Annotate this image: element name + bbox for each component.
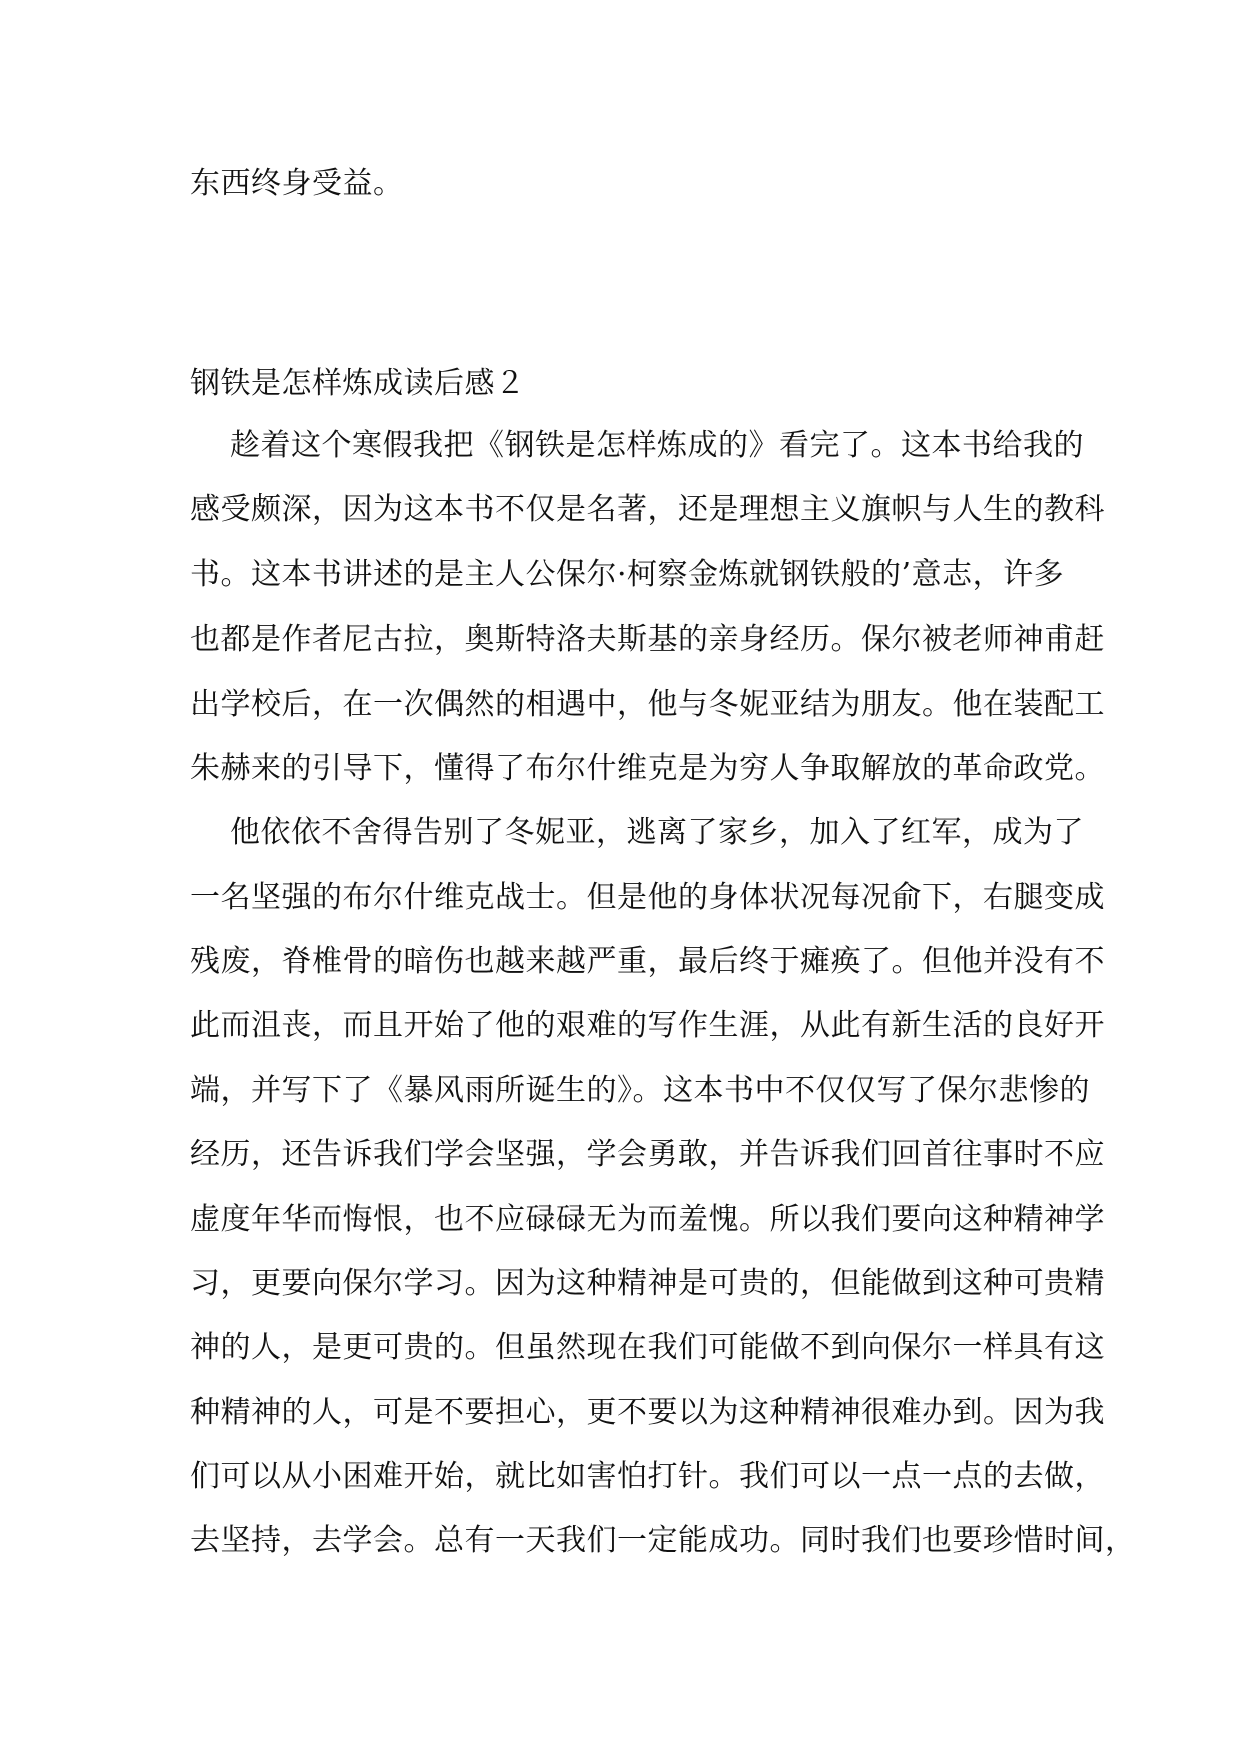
paragraph-line: 去坚持，去学会。总有一天我们一定能成功。同时我们也要珍惜时间， [190,1523,1136,1558]
paragraph-line: 种精神的人，可是不要担心，更不要以为这种精神很难办到。因为我 [190,1395,1105,1430]
paragraph-line: 趁着这个寒假我把《钢铁是怎样炼成的》看完了。这本书给我的 [230,428,1084,463]
section-title: 钢铁是怎样炼成读后感２ [190,366,526,401]
previous-section-tail: 东西终身受益。 [190,166,404,201]
paragraph-line: 书。这本书讲述的是主人公保尔·柯察金炼就钢铁般的’意志，许多 [190,557,1065,592]
paragraph-line: 他依依不舍得告别了冬妮亚，逃离了家乡，加入了红军，成为了 [230,815,1084,850]
paragraph-line: 此而沮丧，而且开始了他的艰难的写作生涯，从此有新生活的良好开 [190,1008,1105,1043]
paragraph-line: 神的人，是更可贵的。但虽然现在我们可能做不到向保尔一样具有这 [190,1330,1105,1365]
paragraph-line: 端，并写下了《暴风雨所诞生的》。这本书中不仅仅写了保尔悲惨的 [190,1073,1090,1108]
paragraph-line: 们可以从小困难开始，就比如害怕打针。我们可以一点一点的去做， [190,1459,1105,1494]
paragraph-line: 残废，脊椎骨的暗伤也越来越严重，最后终于瘫痪了。但他并没有不 [190,944,1105,979]
paragraph-line: 虚度年华而悔恨，也不应碌碌无为而羞愧。所以我们要向这种精神学 [190,1202,1105,1237]
paragraph-line: 出学校后，在一次偶然的相遇中，他与冬妮亚结为朋友。他在装配工 [190,687,1105,722]
paragraph-line: 经历，还告诉我们学会坚强，学会勇敢，并告诉我们回首往事时不应 [190,1137,1105,1172]
paragraph-line: 也都是作者尼古拉，奥斯特洛夫斯基的亲身经历。保尔被老师神甫赶 [190,622,1105,657]
paragraph-line: 感受颇深，因为这本书不仅是名著，还是理想主义旗帜与人生的教科 [190,492,1105,527]
paragraph-line: 习，更要向保尔学习。因为这种精神是可贵的，但能做到这种可贵精 [190,1266,1105,1301]
paragraph-line: 朱赫来的引导下，懂得了布尔什维克是为穷人争取解放的革命政党。 [190,751,1105,786]
paragraph-line: 一名坚强的布尔什维克战士。但是他的身体状况每况俞下，右腿变成 [190,880,1105,915]
